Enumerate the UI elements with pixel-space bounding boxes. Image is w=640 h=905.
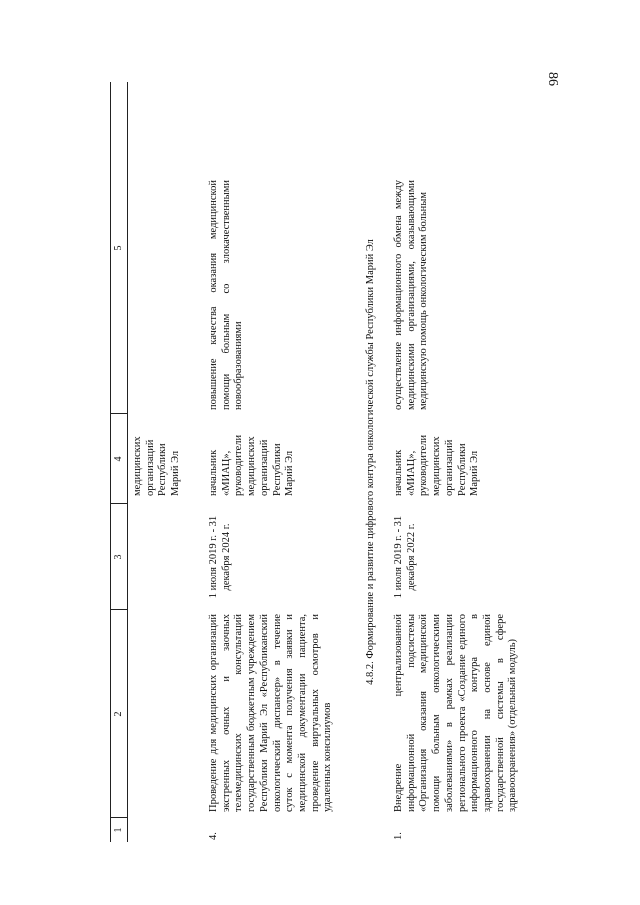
row-4-responsible: начальник «МИАЦ», руководители медицинских организаций Республики Марий Эл bbox=[208, 434, 296, 496]
continuation-responsible: медицинских организаций Республики Марий Эл bbox=[132, 436, 182, 496]
row-4-result: повышение качества оказания медицинской помощи больным со злокачественными новообразованиями bbox=[208, 180, 245, 410]
section-title: 4.8.2. Формирование и развитие цифрового контура онкологической службы Республики Марий Эл bbox=[365, 239, 376, 685]
row-1-period: 1 июля 2019 г. - 31 декабря 2022 г. bbox=[393, 515, 417, 599]
header-col-4: 4 bbox=[113, 456, 124, 462]
header-col-2: 2 bbox=[113, 711, 124, 717]
row-4-measure: Проведение для медицинских организаций экстренных очных и заочных телемедицинских консультаций государственным бюджетным учреждением Республики Марий Эл «Республиканский онкологический диспансер» в течение суток с момента получения заявки и медицинской документации пациента, проведение виртуальных осмотров и удаленных консилиумов bbox=[208, 614, 334, 812]
header-col-3: 3 bbox=[113, 554, 124, 560]
row-1-measure: Внедрение централизованной информационной подсистемы «Организация оказания медицинской помощи больным онкологическими заболеваниями» в рамках реализации регионального проекта «Создание единого информационного контура в здравоохранении на основе единой государственной системы в сфере здравоохранения» (отдельный модуль) bbox=[393, 614, 519, 812]
page-number: 86 bbox=[545, 72, 560, 86]
header-col-1: 1 bbox=[113, 827, 124, 833]
table-header-row bbox=[110, 82, 128, 842]
row-1-responsible: начальник «МИАЦ», руководители медицинских организаций Республики Марий Эл bbox=[393, 434, 481, 496]
header-col-5: 5 bbox=[113, 245, 124, 251]
row-1-number: 1. bbox=[393, 832, 404, 840]
row-4-number: 4. bbox=[208, 832, 219, 840]
row-4-period: 1 июля 2019 г. - 31 декабря 2024 г. bbox=[208, 515, 232, 599]
table-sheet bbox=[110, 82, 580, 842]
row-1-result: осуществление информационного обмена между медицинскими организациями, оказывающими медицинскую помощь онкологическим больным bbox=[393, 180, 430, 410]
